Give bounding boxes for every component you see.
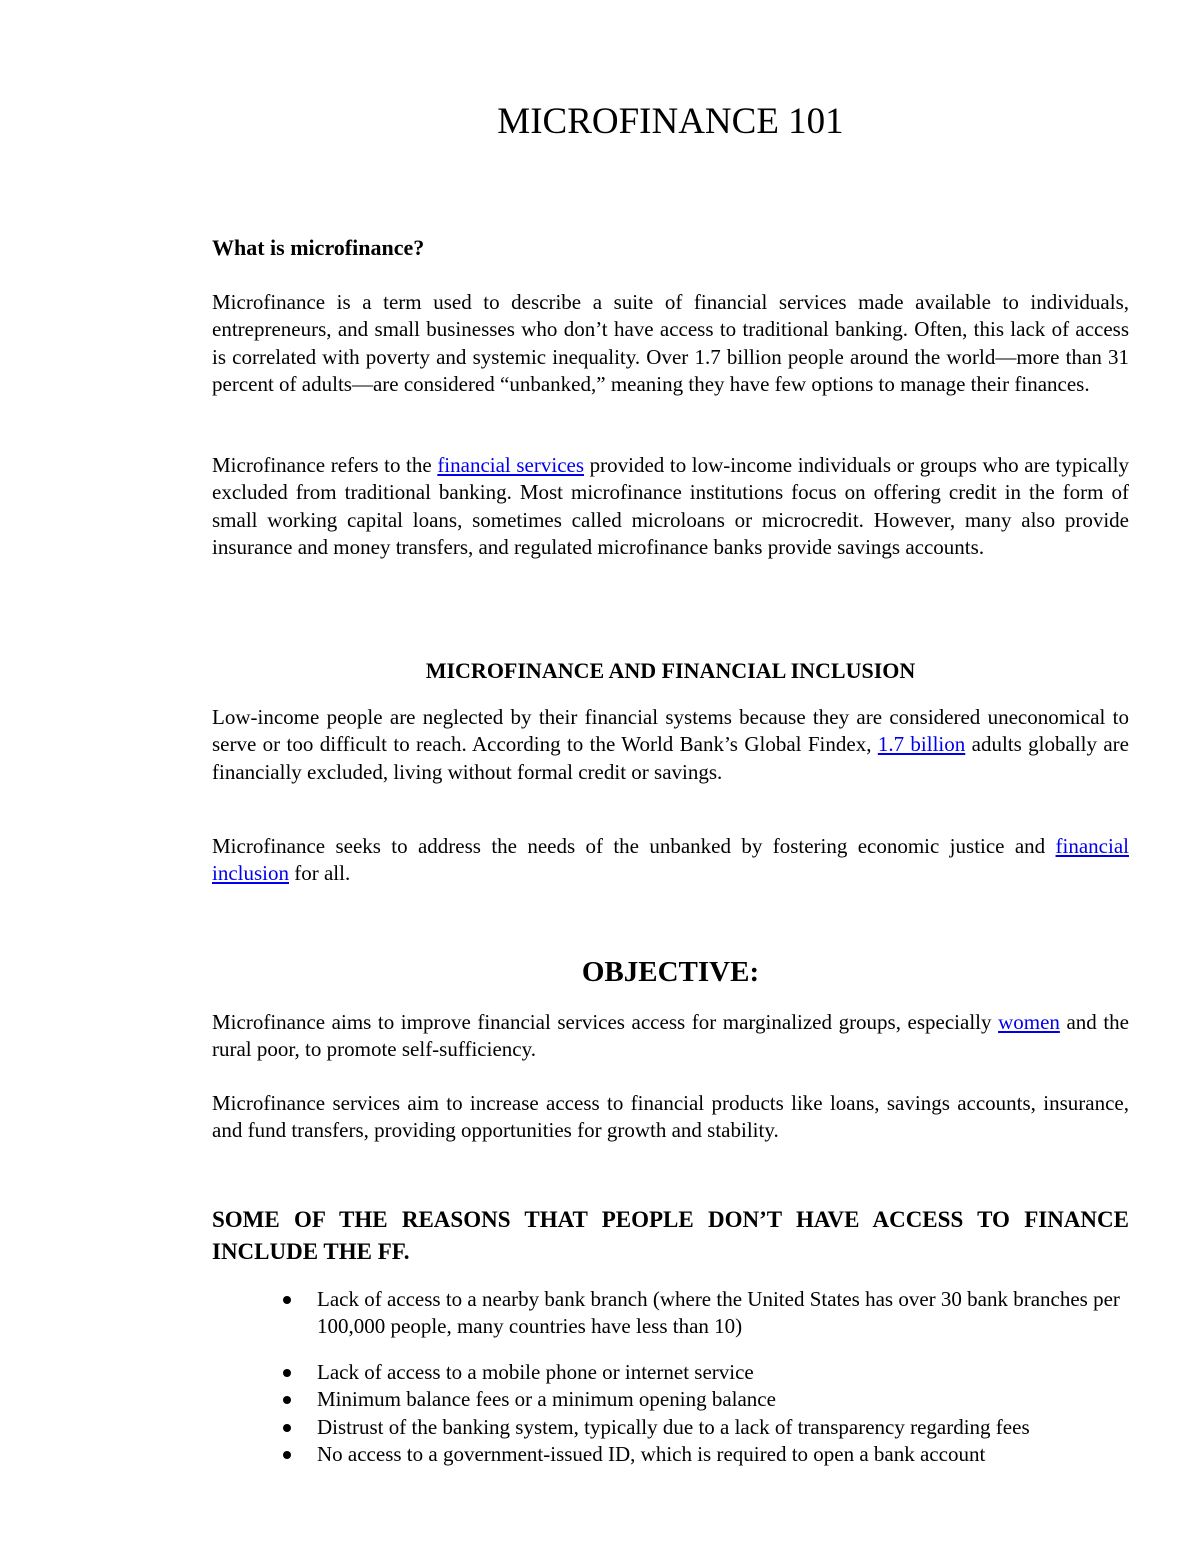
text-run: adults globally are financially excluded, living without formal credit or savings. (212, 732, 1129, 784)
section-heading: What is microfinance? (212, 235, 425, 260)
paragraph-text (212, 1009, 1129, 1064)
section-what-is-microfinance (212, 234, 1129, 262)
bullet-list (212, 1286, 1129, 1468)
list-item-text: Lack of access to a nearby bank branch (where the United States has over 30 bank branches per 100,000 people, many countries have less than 10) (317, 1287, 1120, 1339)
list-item-text: Minimum balance fees or a minimum opening balance (317, 1387, 776, 1412)
list-item (212, 1441, 1129, 1468)
paragraph-text: Microfinance services aim to increase access to financial products like loans, savings accounts, insurance, and fund transfers, providing opportunities for growth and stability. (212, 1091, 1129, 1143)
text-run: Low-income people are neglected by their financial systems because they are considered uneconomical to serve or too difficult to reach. According to the World Bank’s Global Findex, (212, 705, 1129, 757)
paragraph-text (212, 833, 1129, 888)
section-reasons (212, 1204, 1129, 1268)
text-run: Microfinance seeks to address the needs of the unbanked by fostering economic justice and (212, 834, 1056, 858)
bullet-icon (283, 1296, 291, 1304)
bullet-icon (283, 1369, 291, 1377)
bullet-icon (283, 1424, 291, 1432)
text-run: Microfinance aims to improve financial services access for marginalized groups, especially (212, 1010, 999, 1034)
reasons-list (212, 1286, 1129, 1468)
text-run: and the rural poor, to promote self-sufficiency. (212, 1010, 1129, 1062)
paragraph-neglected (212, 704, 1129, 786)
paragraph-services (212, 1090, 1129, 1145)
section-objective (212, 955, 1129, 989)
text-run: Microfinance refers to the (212, 453, 438, 477)
list-item (212, 1386, 1129, 1413)
link-1-7-billion[interactable]: 1.7 billion (877, 732, 966, 757)
section-heading: MICROFINANCE AND FINANCIAL INCLUSION (425, 658, 916, 683)
paragraph-text (212, 452, 1129, 562)
text-run: for all. (289, 861, 351, 886)
bullet-icon (283, 1396, 291, 1404)
list-item (212, 1359, 1129, 1386)
list-item (212, 1414, 1129, 1441)
paragraph-unbanked (212, 833, 1129, 888)
section-financial-inclusion (212, 657, 1129, 685)
list-item (212, 1286, 1129, 1341)
paragraph-text (212, 704, 1129, 786)
list-item-text: Distrust of the banking system, typically due to a lack of transparency regarding fees (317, 1414, 1030, 1439)
paragraph-definition (212, 289, 1129, 399)
text-run: provided to low-income individuals or groups who are typically excluded from traditional banking. Most microfinance institutions focus on offering credit in the form of small working capital loans, sometimes called microloans or microcredit. However, many also provide insurance and money transfers, and regulated microfinance banks provide savings accounts. (212, 453, 1129, 560)
link-financial-services[interactable]: financial services (437, 453, 585, 477)
list-item-text: No access to a government-issued ID, which is required to open a bank account (317, 1442, 986, 1467)
paragraph-financial-services (212, 452, 1129, 562)
link-women[interactable]: women (998, 1010, 1060, 1034)
link-financial-inclusion[interactable]: financial inclusion (212, 834, 1129, 886)
section-heading: OBJECTIVE: (581, 956, 760, 988)
section-heading: SOME OF THE REASONS THAT PEOPLE DON’T HAVE ACCESS TO FINANCE INCLUDE THE FF. (212, 1207, 1129, 1264)
paragraph-aims (212, 1009, 1129, 1064)
list-item-text: Lack of access to a mobile phone or internet service (317, 1359, 754, 1384)
bullet-icon (283, 1451, 291, 1459)
document-title: MICROFINANCE 101 (497, 101, 844, 142)
paragraph-text: Microfinance is a term used to describe a suite of financial services made available to individuals, entrepreneurs, and small businesses who don’t have access to traditional banking. Often, this lack of access is correlated with poverty and systemic inequality. Over 1.7 billion people around the world—more than 31 percent of adults—are considered “unbanked,” meaning they have few options to manage their finances. (212, 290, 1129, 397)
